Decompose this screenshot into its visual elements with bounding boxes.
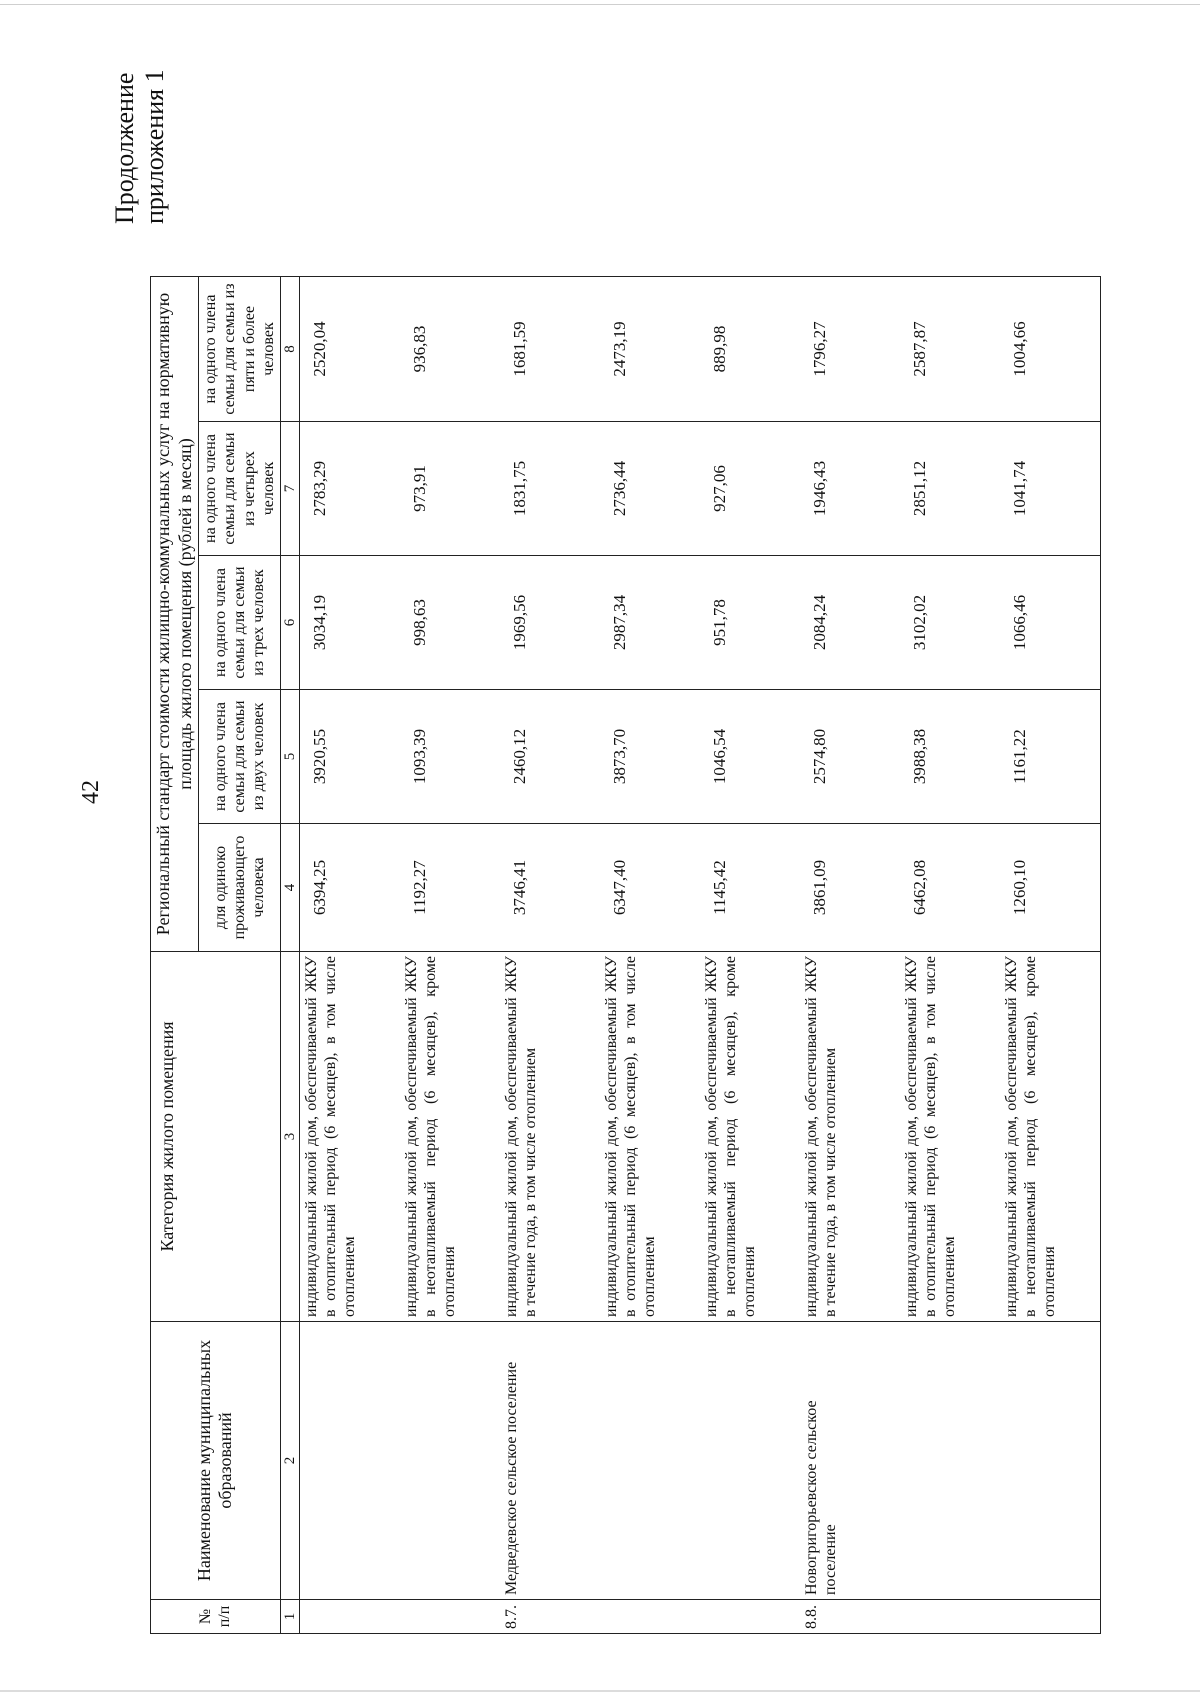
value-family-of-three: 1066,46 (1000, 556, 1101, 690)
header-single-person: для одиноко проживающего человека (199, 824, 281, 952)
page-number: 42 (78, 780, 104, 804)
housing-category: индивидуальный жилой дом, обеспечиваемый ЖКУ в неотапливаемый период (6 месяцев), кроме отопления (1000, 952, 1101, 1322)
housing-category: индивидуальный жилой дом, обеспечиваемый ЖКУ в неотапливаемый период (6 месяцев), кроме отопления (700, 952, 800, 1322)
value-family-of-four: 973,91 (400, 422, 500, 556)
row-number (299, 1600, 400, 1634)
value-family-of-two: 1161,22 (1000, 690, 1101, 824)
value-family-of-four: 1946,43 (800, 422, 900, 556)
municipality-name (1000, 1322, 1101, 1600)
header-family-of-five-plus: на одного члена семьи для семьи из пяти и более человек (199, 277, 281, 422)
column-number: 6 (280, 556, 299, 690)
value-single-person: 1145,42 (700, 824, 800, 952)
value-family-of-five-plus: 1681,59 (500, 277, 600, 422)
housing-category: индивидуальный жилой дом, обеспечиваемый ЖКУ в отопительный период (6 месяцев), в том числе отоплением (299, 952, 400, 1322)
value-family-of-five-plus: 889,98 (700, 277, 800, 422)
row-number (1000, 1600, 1101, 1634)
value-single-person: 6347,40 (600, 824, 700, 952)
value-family-of-four: 2783,29 (299, 422, 400, 556)
value-family-of-three: 3034,19 (299, 556, 400, 690)
value-family-of-two: 3988,38 (900, 690, 1000, 824)
value-family-of-five-plus: 2587,87 (900, 277, 1000, 422)
value-single-person: 1192,27 (400, 824, 500, 952)
housing-category: индивидуальный жилой дом, обеспечиваемый ЖКУ в течение года, в том числе отоплением (500, 952, 600, 1322)
municipality-name: Новогригорьевское сельское поселение (800, 1322, 900, 1600)
header-municipality: Наименование муниципальных образований (151, 1322, 281, 1600)
row-number: 8.7. (500, 1600, 600, 1634)
value-family-of-four: 1041,74 (1000, 422, 1101, 556)
header-category: Категория жилого помещения (151, 952, 281, 1322)
column-number: 7 (280, 422, 299, 556)
value-family-of-four: 927,06 (700, 422, 800, 556)
column-number: 4 (280, 824, 299, 952)
row-number (900, 1600, 1000, 1634)
row-number: 8.8. (800, 1600, 900, 1634)
table-row (1000, 277, 1101, 1634)
value-family-of-two: 3873,70 (600, 690, 700, 824)
value-single-person: 1260,10 (1000, 824, 1101, 952)
value-family-of-three: 3102,02 (900, 556, 1000, 690)
housing-category: индивидуальный жилой дом, обеспечиваемый ЖКУ в отопительный период (6 месяцев), в том числе отоплением (600, 952, 700, 1322)
column-number: 8 (280, 277, 299, 422)
appendix-title: Продолжение приложения 1 (110, 69, 169, 224)
row-number (700, 1600, 800, 1634)
value-single-person: 3746,41 (500, 824, 600, 952)
value-single-person: 6462,08 (900, 824, 1000, 952)
value-single-person: 6394,25 (299, 824, 400, 952)
header-family-of-four: на одного члена семьи для семьи из четырех человек (199, 422, 281, 556)
value-single-person: 3861,09 (800, 824, 900, 952)
header-regional-standard: Региональный стандарт стоимости жилищно-коммунальных услуг на нормативную площадь жилого помещения (рублей в месяц) (151, 277, 199, 952)
housing-category: индивидуальный жилой дом, обеспечиваемый ЖКУ в течение года, в том числе отоплением (800, 952, 900, 1322)
municipality-name (600, 1322, 700, 1600)
municipality-name (400, 1322, 500, 1600)
column-number: 1 (280, 1600, 299, 1634)
value-family-of-three: 998,63 (400, 556, 500, 690)
value-family-of-two: 2574,80 (800, 690, 900, 824)
value-family-of-two: 2460,12 (500, 690, 600, 824)
table-row (400, 277, 500, 1634)
value-family-of-five-plus: 1004,66 (1000, 277, 1101, 422)
table-row (500, 277, 600, 1634)
housing-category: индивидуальный жилой дом, обеспечиваемый ЖКУ в отопительный период (6 месяцев), в том числе отоплением (900, 952, 1000, 1322)
value-family-of-five-plus: 1796,27 (800, 277, 900, 422)
header-family-of-two: на одного члена семьи для семьи из двух человек (199, 690, 281, 824)
value-family-of-two: 1046,54 (700, 690, 800, 824)
municipality-name: Медведевское сельское поселение (500, 1322, 600, 1600)
value-family-of-five-plus: 2520,04 (299, 277, 400, 422)
municipality-name (900, 1322, 1000, 1600)
value-family-of-two: 3920,55 (299, 690, 400, 824)
row-number (600, 1600, 700, 1634)
value-family-of-three: 1969,56 (500, 556, 600, 690)
column-number: 3 (280, 952, 299, 1322)
table-row (900, 277, 1000, 1634)
table-row (800, 277, 900, 1634)
table-row (700, 277, 800, 1634)
municipality-name (700, 1322, 800, 1600)
value-family-of-five-plus: 936,83 (400, 277, 500, 422)
table-row (600, 277, 700, 1634)
value-family-of-four: 2736,44 (600, 422, 700, 556)
value-family-of-four: 2851,12 (900, 422, 1000, 556)
header-family-of-three: на одного члена семьи для семьи из трех человек (199, 556, 281, 690)
header-no: № п/п (151, 1600, 281, 1634)
column-number: 5 (280, 690, 299, 824)
value-family-of-four: 1831,75 (500, 422, 600, 556)
value-family-of-three: 2084,24 (800, 556, 900, 690)
value-family-of-two: 1093,39 (400, 690, 500, 824)
table-row (299, 277, 400, 1634)
municipality-name (299, 1322, 400, 1600)
value-family-of-three: 951,78 (700, 556, 800, 690)
value-family-of-five-plus: 2473,19 (600, 277, 700, 422)
column-number: 2 (280, 1322, 299, 1600)
value-family-of-three: 2987,34 (600, 556, 700, 690)
row-number (400, 1600, 500, 1634)
housing-standard-table (150, 276, 1101, 1634)
housing-category: индивидуальный жилой дом, обеспечиваемый ЖКУ в неотапливаемый период (6 месяцев), кроме отопления (400, 952, 500, 1322)
